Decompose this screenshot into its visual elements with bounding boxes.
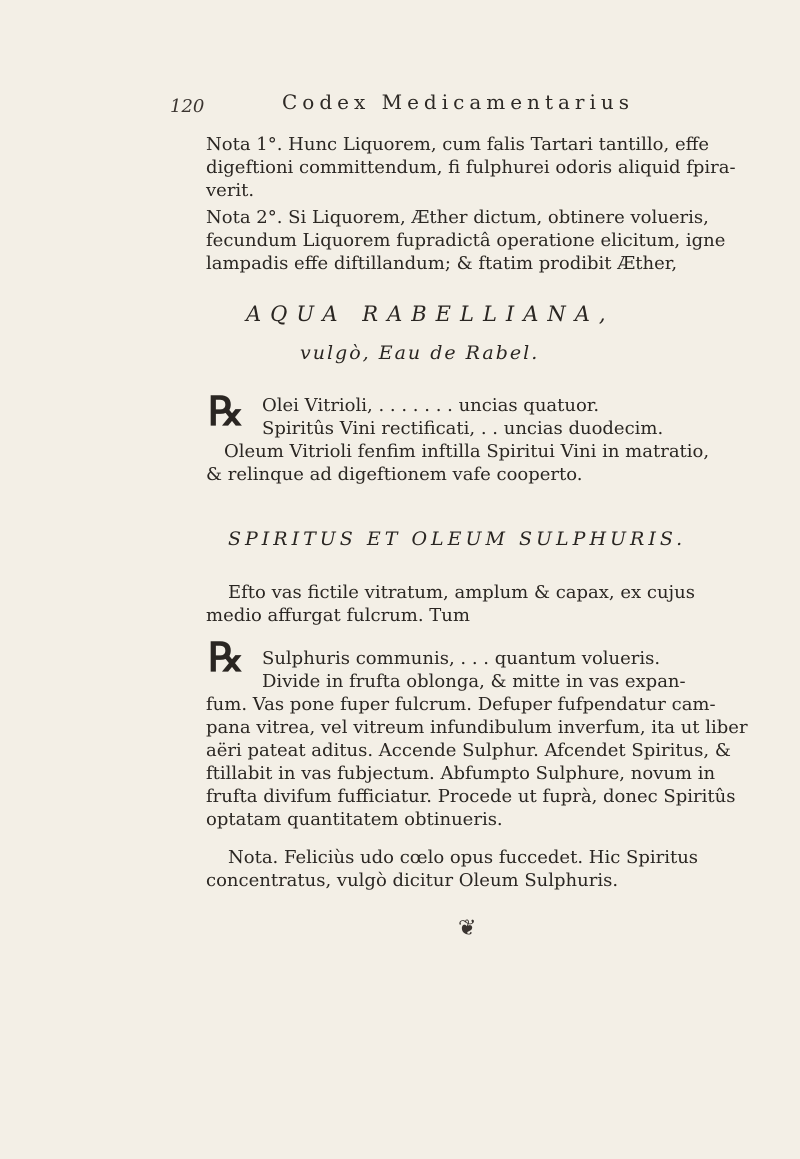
page-number: 120	[170, 96, 205, 117]
running-title: Codex Medicamentarius	[282, 90, 635, 114]
recipe-line: pana vitrea, vel vitreum infundibulum inverfum, ita ut liber	[206, 717, 748, 738]
section-subtitle: vulgò, Eau de Rabel.	[300, 342, 540, 364]
nota-1-paragraph	[206, 133, 746, 202]
recipe-line: Sulphuris communis, . . . quantum volueris.	[262, 648, 661, 669]
recipe-line: Oleum Vitrioli fenfim inftilla Spiritui Vini in matratio,	[224, 441, 710, 462]
recipe-line: aëri pateat aditus. Accende Sulphur. Afcendet Spiritus, &	[206, 740, 731, 761]
recipe-line: Olei Vitrioli, . . . . . . . uncias quatuor.	[262, 395, 600, 416]
recipe-line: & relinque ad digeftionem vafe cooperto.	[206, 464, 583, 485]
nota-line: concentratus, vulgò dicitur Oleum Sulphuris.	[206, 870, 619, 891]
text-line: fecundum Liquorem fupradictâ operatione elicitum, igne	[206, 230, 726, 251]
recipe-line: frufta divifum fufficiatur. Procede ut fuprà, donec Spiritûs	[206, 786, 736, 807]
recipe-line: ftillabit in vas fubjectum. Abfumpto Sulphure, novum in	[206, 763, 716, 784]
intro-line: Efto vas fictile vitratum, amplum & capax, ex cujus	[228, 582, 695, 603]
recipe-line: Spiritûs Vini rectificati, . . uncias duodecim.	[262, 418, 664, 439]
recipe-line: optatam quantitatem obtinueris.	[206, 809, 503, 830]
text-line: Nota 1°. Hunc Liquorem, cum falis Tartari tantillo, effe	[206, 134, 710, 155]
recipe-symbol: ℞	[208, 388, 244, 435]
text-line: verit.	[206, 180, 255, 201]
section-title-spiritus-oleum: SPIRITUS ET OLEUM SULPHURIS.	[228, 528, 687, 550]
recipe-line: fum. Vas pone fuper fulcrum. Defuper fufpendatur cam-	[206, 694, 716, 715]
text-line: digeftioni committendum, fi fulphurei odoris aliquid fpira-	[206, 157, 736, 178]
text-line: lampadis effe diftillandum; & ftatim prodibit Æther,	[206, 253, 678, 274]
fleuron-ornament-icon: ❦	[458, 916, 477, 941]
recipe-symbol: ℞	[208, 634, 244, 681]
nota-line: Nota. Feliciùs udo cœlo opus fuccedet. Hic Spiritus	[228, 847, 699, 868]
section-title-aqua-rabelliana: AQUA RABELLIANA,	[246, 302, 615, 326]
text-line: Nota 2°. Si Liquorem, Æther dictum, obtinere volueris,	[206, 207, 709, 228]
intro-line: medio affurgat fulcrum. Tum	[206, 605, 470, 626]
recipe-line: Divide in frufta oblonga, & mitte in vas expan-	[262, 671, 686, 692]
nota-2-paragraph	[206, 206, 746, 275]
